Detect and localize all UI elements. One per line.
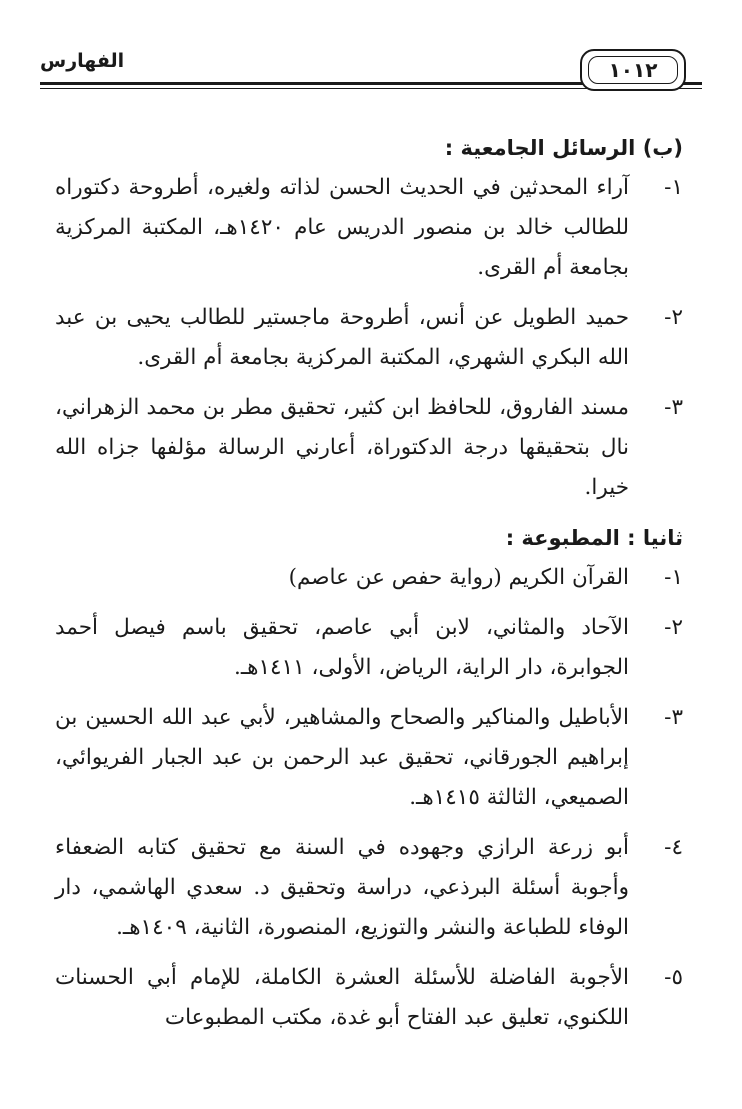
list-item: [55, 388, 683, 508]
list-item: [55, 828, 683, 948]
item-text: الأباطيل والمناكير والصحاح والمشاهير، لأبي عبد الله الحسين بن إبراهيم الجورقاني، تحقيق عبد الرحمن بن عبد الجبار الفريوائي، الصميعي، الثالثة ١٤١٥هـ.: [55, 705, 629, 810]
item-text: أبو زرعة الرازي وجهوده في السنة مع تحقيق كتابه الضعفاء وأجوبة أسئلة البرذعي، دراسة وتحقيق د. سعدي الهاشمي، دار الوفاء للطباعة والنشر والتوزيع، المنصورة، الثانية، ١٤٠٩هـ.: [55, 835, 629, 940]
page-number-badge: ١٠١٢: [580, 49, 686, 91]
list-item: [55, 168, 683, 288]
item-number: ٢-: [664, 305, 683, 330]
item-text: آراء المحدثين في الحديث الحسن لذاته ولغيره، أطروحة دكتوراه للطالب خالد بن منصور الدريس عام ١٤٢٠هـ، المكتبة المركزية بجامعة أم القرى.: [55, 175, 630, 280]
item-number: ٥-: [664, 965, 683, 990]
item-text: الأجوبة الفاضلة للأسئلة العشرة الكاملة، للإمام أبي الحسنات اللكنوي، تعليق عبد الفتاح أبو غدة، مكتب المطبوعات: [55, 965, 629, 1030]
item-number: ٣-: [664, 395, 683, 420]
list-item: [55, 958, 683, 1038]
running-title: الفهارس: [40, 50, 125, 72]
list-item: [55, 298, 683, 378]
item-number: ٣-: [664, 705, 683, 730]
page-header: [40, 40, 702, 110]
page-body: [55, 128, 683, 1048]
item-text: مسند الفاروق، للحافظ ابن كثير، تحقيق مطر بن محمد الزهراني، نال بتحقيقها درجة الدكتوراة، أعارني الرسالة مؤلفها جزاه الله خيرا.: [55, 395, 629, 500]
section-title: (ب) الرسائل الجامعية :: [444, 136, 683, 160]
section-printed-works: [55, 518, 683, 1038]
section-title: ثانيا : المطبوعة :: [505, 526, 683, 550]
list-item: [55, 558, 683, 598]
item-text: الآحاد والمثاني، لابن أبي عاصم، تحقيق باسم فيصل أحمد الجوابرة، دار الراية، الرياض، الأولى، ١٤١١هـ.: [55, 615, 629, 680]
item-text: حميد الطويل عن أنس، أطروحة ماجستير للطالب يحيى بن عبد الله البكري الشهري، المكتبة المركزية بجامعة أم القرى.: [55, 305, 629, 370]
list-item: [55, 608, 683, 688]
section-university-theses: [55, 128, 683, 508]
item-number: ٢-: [664, 615, 683, 640]
list-item: [55, 698, 683, 818]
item-text: القرآن الكريم (رواية حفص عن عاصم): [288, 565, 629, 590]
item-number: ١-: [664, 175, 683, 200]
item-number: ١-: [664, 565, 683, 590]
item-number: ٤-: [664, 835, 683, 860]
